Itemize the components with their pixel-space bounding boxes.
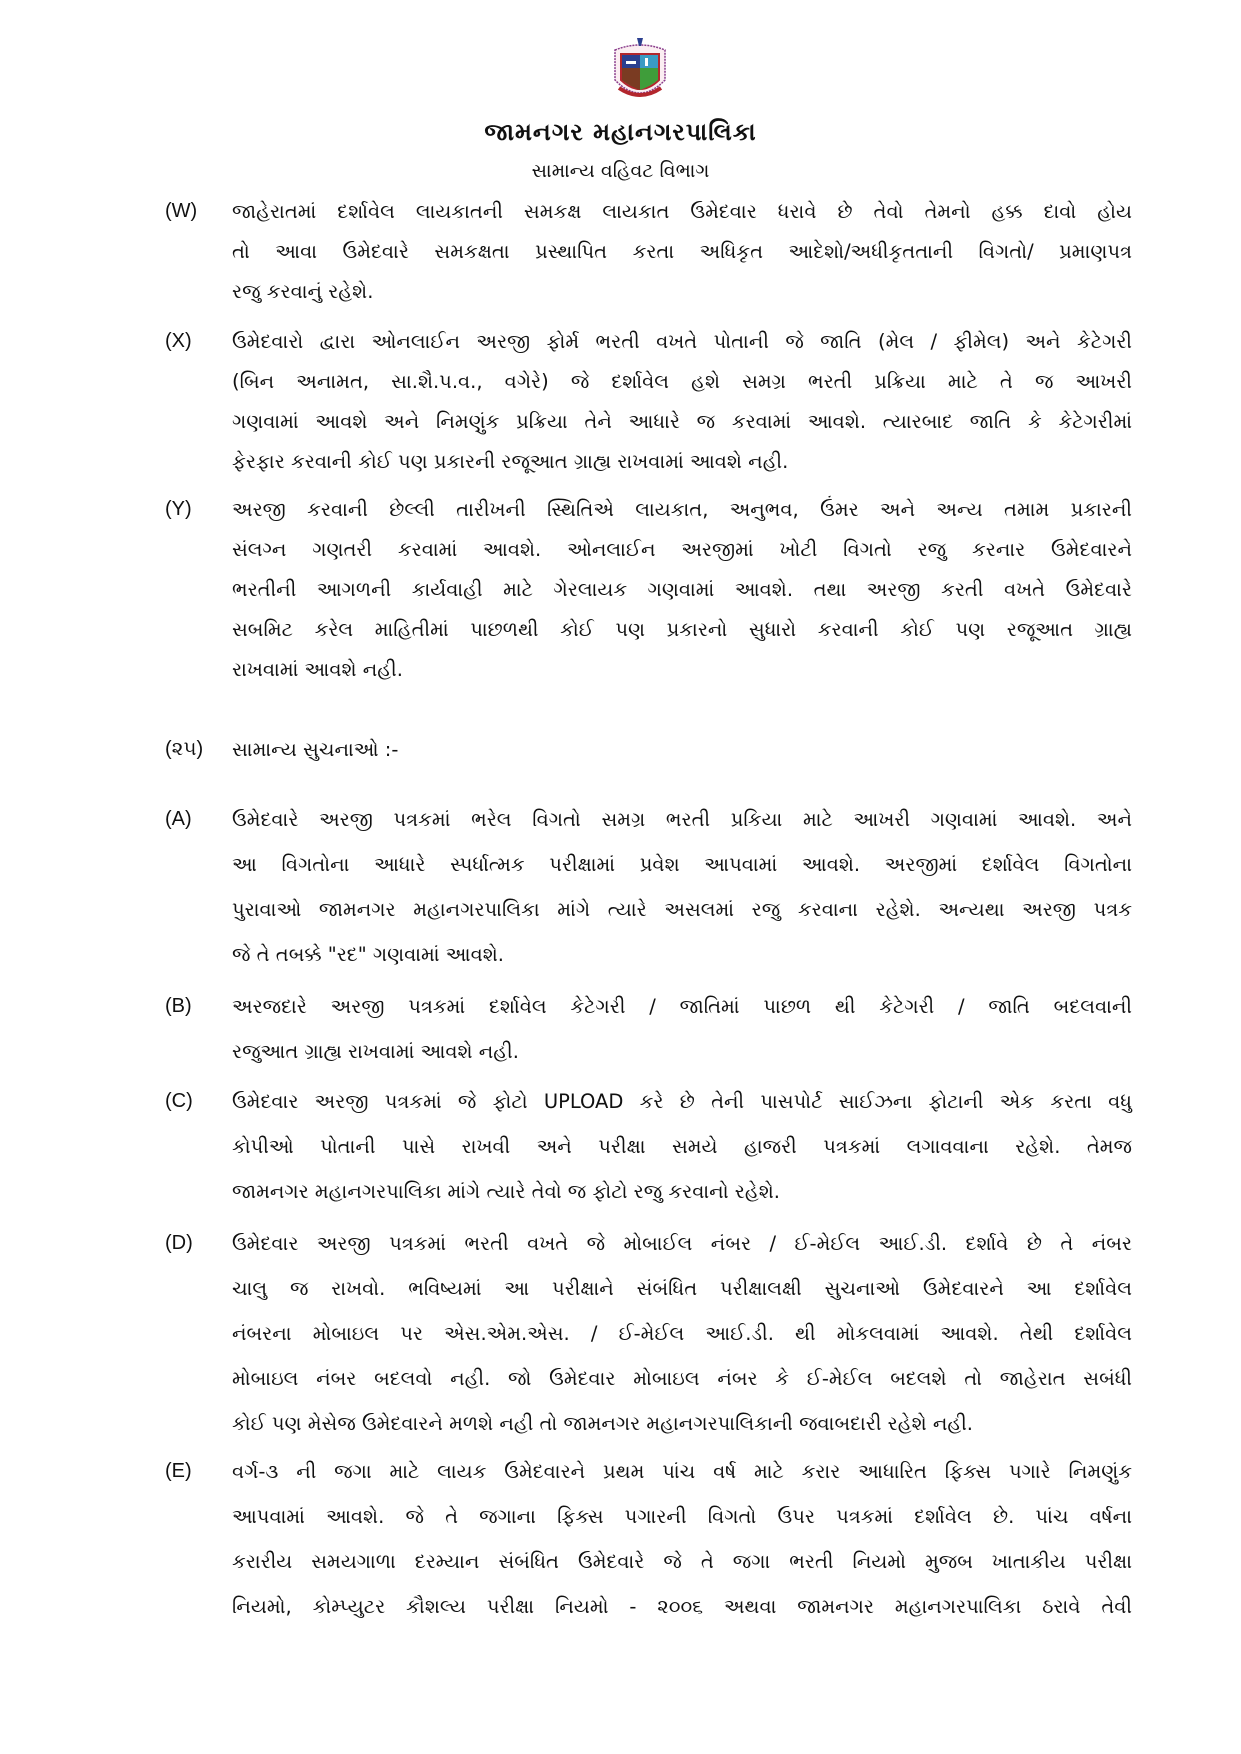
paragraph-line: ઉમેદવારો દ્વારા ઓનલાઈન અરજી ફોર્મ ભરતી વખતે પોતાની જે જાતિ (મેલ / ફીમેલ) અને કેટેગરી [232, 330, 1132, 353]
paragraph-marker: (Y) [165, 498, 192, 520]
paragraph-line: ફેરફાર કરવાની કોઈ પણ પ્રકારની રજૂઆત ગ્રાહ્ય રાખવામાં આવશે નહી. [232, 450, 789, 473]
paragraph-line: તો આવા ઉમેદવારે સમકક્ષતા પ્રસ્થાપિત કરતા અધિકૃત આદેશો/અધીકૃતતાની વિગતો/ પ્રમાણપત્ર [232, 240, 1132, 263]
paragraph-line: આ વિગતોના આધારે સ્પર્ધાત્મક પરીક્ષામાં પ્રવેશ આપવામાં આવશે. અરજીમાં દર્શાવેલ વિગતોના [232, 853, 1132, 876]
paragraph-line: જાહેરાતમાં દર્શાવેલ લાયકાતની સમકક્ષ લાયકાત ઉમેદવાર ધરાવે છે તેવો તેમનો હક્ક દાવો હોય [232, 200, 1132, 223]
paragraph-line: સંલગ્ન ગણતરી કરવામાં આવશે. ઓનલાઈન અરજીમાં ખોટી વિગતો રજુ કરનાર ઉમેદવારને [232, 538, 1132, 561]
paragraph-line: ઉમેદવાર અરજી પત્રકમાં જે ફોટો UPLOAD કરે છે તેની પાસપોર્ટ સાઈઝના ફોટાની એક કરતા વધુ [232, 1090, 1132, 1113]
paragraph-line: આપવામાં આવશે. જે તે જગાના ફિક્સ પગારની વિગતો ઉપર પત્રકમાં દર્શાવેલ છે. પાંચ વર્ષના [232, 1505, 1132, 1528]
department-subtitle: સામાન્ય વહિવટ વિભાગ [531, 160, 710, 182]
paragraph-line: સબમિટ કરેલ માહિતીમાં પાછળથી કોઈ પણ પ્રકારનો સુધારો કરવાની કોઈ પણ રજૂઆત ગ્રાહ્ય [232, 618, 1132, 641]
paragraph-line: ઉમેદવારે અરજી પત્રકમાં ભરેલ વિગતો સમગ્ર ભરતી પ્રકિયા માટે આખરી ગણવામાં આવશે. અને [232, 808, 1132, 831]
paragraph-marker: (૨૫) [165, 738, 204, 760]
paragraph-line: ગણવામાં આવશે અને નિમણુંક પ્રક્રિયા તેને આધારે જ કરવામાં આવશે. ત્યારબાદ જાતિ કે કેટેગરીમાં [232, 410, 1132, 433]
paragraph-line: નંબરના મોબાઇલ પર એસ.એમ.એસ. / ઈ-મેઈલ આઈ.ડી. થી મોકલવામાં આવશે. તેથી દર્શાવેલ [232, 1322, 1132, 1345]
paragraph-marker: (B) [165, 995, 192, 1017]
paragraph-line: રજુ કરવાનું રહેશે. [232, 280, 374, 303]
paragraph-marker: (D) [165, 1232, 193, 1254]
paragraph-line: જામનગર મહાનગરપાલિકા માંગે ત્યારે તેવો જ ફોટો રજુ કરવાનો રહેશે. [232, 1180, 780, 1203]
paragraph-line: અરજદારે અરજી પત્રકમાં દર્શાવેલ કેટેગરી / જાતિમાં પાછળ થી કેટેગરી / જાતિ બદલવાની [232, 995, 1132, 1018]
organization-title: જામનગર મહાનગરપાલિકા [484, 118, 757, 146]
paragraph-line: અરજી કરવાની છેલ્લી તારીખની સ્થિતિએ લાયકાત, અનુભવ, ઉંમર અને અન્ય તમામ પ્રકારની [232, 498, 1132, 521]
paragraph-marker: (X) [165, 330, 192, 352]
paragraph-line: કરારીય સમયગાળા દરમ્યાન સંબંધિત ઉમેદવારે જે તે જગા ભરતી નિયમો મુજબ ખાતાકીય પરીક્ષા [232, 1550, 1132, 1573]
paragraph-marker: (A) [165, 808, 192, 830]
paragraph-line: ભરતીની આગળની કાર્યવાહી માટે ગેરલાયક ગણવામાં આવશે. તથા અરજી કરતી વખતે ઉમેદવારે [232, 578, 1132, 601]
paragraph-marker: (W) [165, 200, 198, 222]
paragraph-line: ઉમેદવાર અરજી પત્રકમાં ભરતી વખતે જે મોબાઈલ નંબર / ઈ-મેઈલ આઈ.ડી. દર્શાવે છે તે નંબર [232, 1232, 1132, 1255]
paragraph-line: (બિન અનામત, સા.શૈ.પ.વ., વગેરે) જે દર્શાવેલ હશે સમગ્ર ભરતી પ્રક્રિયા માટે તે જ આખરી [232, 370, 1132, 393]
paragraph-line: સામાન્ય સુચનાઓ :- [232, 738, 399, 761]
paragraph-line: રાખવામાં આવશે નહી. [232, 658, 403, 681]
paragraph-marker: (E) [165, 1460, 192, 1482]
paragraph-line: વર્ગ-૩ ની જગા માટે લાયક ઉમેદવારને પ્રથમ પાંચ વર્ષ માટે કરાર આધારિત ફિક્સ પગારે નિમણુંક [232, 1460, 1132, 1483]
paragraph-line: કોપીઓ પોતાની પાસે રાખવી અને પરીક્ષા સમયે હાજરી પત્રકમાં લગાવવાના રહેશે. તેમજ [232, 1135, 1132, 1158]
paragraph-line: કોઈ પણ મેસેજ ઉમેદવારને મળશે નહી તો જામનગર મહાનગરપાલિકાની જવાબદારી રહેશે નહી. [232, 1412, 973, 1435]
paragraph-line: રજુઆત ગ્રાહ્ય રાખવામાં આવશે નહી. [232, 1040, 519, 1063]
emblem-logo-icon [605, 36, 675, 110]
paragraph-line: જે તે તબક્કે "રદ" ગણવામાં આવશે. [232, 943, 504, 966]
paragraph-marker: (C) [165, 1090, 193, 1112]
paragraph-line: મોબાઇલ નંબર બદલવો નહી. જો ઉમેદવાર મોબાઇલ નંબર કે ઈ-મેઈલ બદલશે તો જાહેરાત સબંધી [232, 1367, 1132, 1390]
paragraph-line: નિયમો, કોમ્પ્યુટર કૌશલ્ય પરીક્ષા નિયમો - ૨૦૦૬ અથવા જામનગર મહાનગરપાલિકા ઠરાવે તેવી [232, 1595, 1132, 1618]
paragraph-line: પુરાવાઓ જામનગર મહાનગરપાલિકા માંગે ત્યારે અસલમાં રજુ કરવાના રહેશે. અન્યથા અરજી પત્રક [232, 898, 1132, 921]
paragraph-line: ચાલુ જ રાખવો. ભવિષ્યમાં આ પરીક્ષાને સંબંધિત પરીક્ષાલક્ષી સુચનાઓ ઉમેદવારને આ દર્શાવેલ [232, 1277, 1132, 1300]
